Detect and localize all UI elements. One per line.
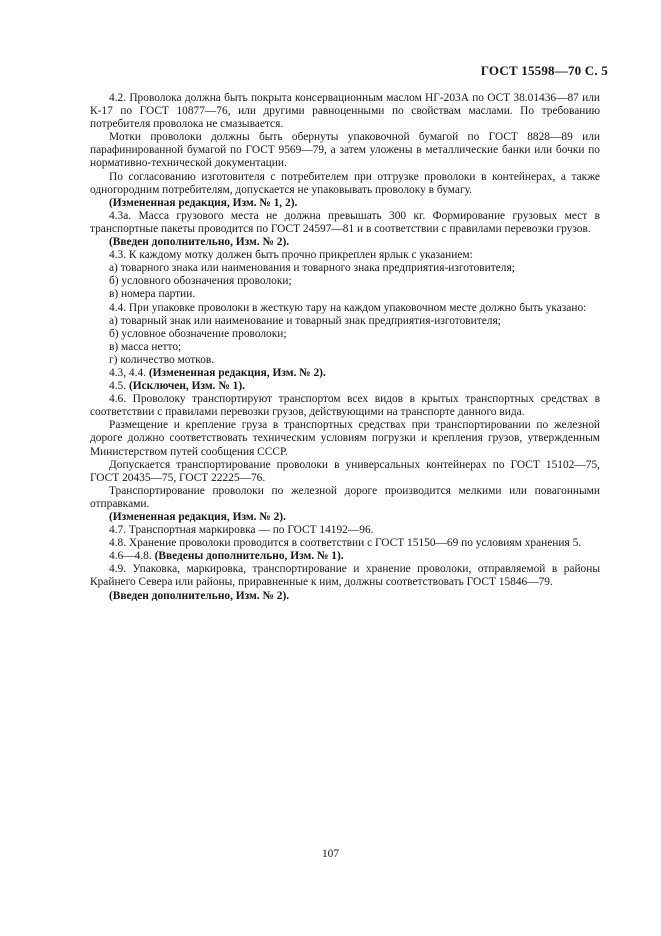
paragraph-railway: Транспортирование проволоки по железной дороге производится мелкими или повагонными отправками.	[90, 484, 600, 510]
paragraph-4-6: 4.6. Проволоку транспортируют транспортом всех видов в крытых транспортных средствах в соответствии с правилами перевозки грузов, действующими на транспорте данного вида.	[90, 393, 600, 419]
list-item: г) количество мотков.	[109, 353, 215, 366]
section-ref: 4.6—4.8.	[109, 550, 155, 563]
paragraph-4-3a: 4.3а. Масса грузового места не должна превышать 300 кг. Формирование грузовых мест в транспортные пакеты проводится по ГОСТ 24597—81 и в соответствии с правилами перевозки грузов.	[90, 209, 600, 235]
amendment-note: (Измененная редакция, Изм. № 2).	[148, 366, 326, 379]
amendment-note: (Исключен, Изм. № 1).	[128, 380, 245, 393]
paragraph-agreement: По согласованию изготовителя с потребителем при отгрузке проволоки в контейнерах, а также одногородним потребителям, допускается не упаковывать проволоку в бумагу.	[90, 170, 600, 196]
list-item: а) товарного знака или наименования и товарного знака предприятия-изготовителя;	[109, 262, 515, 275]
paragraph-4-7: 4.7. Транспортная маркировка — по ГОСТ 14192—96.	[109, 524, 374, 537]
paragraph-4-3: 4.3. К каждому мотку должен быть прочно прикреплен ярлык с указанием:	[109, 249, 473, 262]
paragraph-containers: Допускается транспортирование проволоки в универсальных контейнерах по ГОСТ 15102—75, ГОСТ 20435—75, ГОСТ 22225—76.	[90, 458, 600, 484]
amendment-note: (Введены дополнительно, Изм. № 1).	[154, 550, 344, 563]
page-number: 107	[321, 848, 340, 860]
paragraph-4-9: 4.9. Упаковка, маркировка, транспортирование и хранение проволоки, отправляемой в районы Крайнего Севера или районы, приравненные к ним, должны соответствовать ГОСТ 15846—79.	[90, 563, 600, 589]
section-ref: 4.3, 4.4.	[109, 366, 149, 379]
paragraph-placement: Размещение и крепление груза в транспортных средствах при транспортировании по железной дороге должно соответствовать техническим условиям погрузки и крепления грузов, утвержденным Министерством путей сообщения СССР.	[90, 419, 600, 458]
list-item: а) товарный знак или наименование и товарный знак предприятия-изготовителя;	[109, 314, 501, 327]
list-item: б) условного обозначения проволоки;	[109, 275, 292, 288]
amendment-note: (Введен дополнительно, Изм. № 2).	[109, 236, 290, 249]
section-ref: 4.5.	[109, 380, 129, 393]
page-header: ГОСТ 15598—70 С. 5	[480, 63, 608, 78]
paragraph-wrapping: Мотки проволоки должны быть обернуты упаковочной бумагой по ГОСТ 8828—89 или парафинированной бумагой по ГОСТ 9569—79, а затем уложены в металлические банки или бочки по нормативно-технической документации.	[90, 131, 600, 170]
amendment-line	[90, 550, 600, 563]
amendment-note: (Введен дополнительно, Изм. № 2).	[109, 589, 290, 602]
amendment-line	[90, 367, 600, 380]
list-item: в) масса нетто;	[109, 340, 182, 353]
paragraph-4-8: 4.8. Хранение проволоки проводится в соответствии с ГОСТ 15150—69 по условиям хранения 5.	[109, 537, 582, 550]
amendment-note: (Измененная редакция, Изм. № 1, 2).	[109, 196, 298, 209]
amendment-note: (Измененная редакция, Изм. № 2).	[109, 511, 286, 523]
paragraph-4-4: 4.4. При упаковке проволоки в жесткую тару на каждом упаковочном месте должно быть указано:	[109, 301, 587, 314]
list-item: б) условное обозначение проволоки;	[109, 327, 287, 340]
document-body	[90, 92, 600, 603]
amendment-line	[90, 380, 600, 393]
list-item: в) номера партии.	[109, 288, 196, 301]
paragraph-4-2: 4.2. Проволока должна быть покрыта консервационным маслом НГ-203А по ОСТ 38.01436—87 или К-17 по ГОСТ 10877—76, или другими равноценными по свойствам маслами. По требованию потребителя проволока не смазывается.	[90, 92, 600, 131]
